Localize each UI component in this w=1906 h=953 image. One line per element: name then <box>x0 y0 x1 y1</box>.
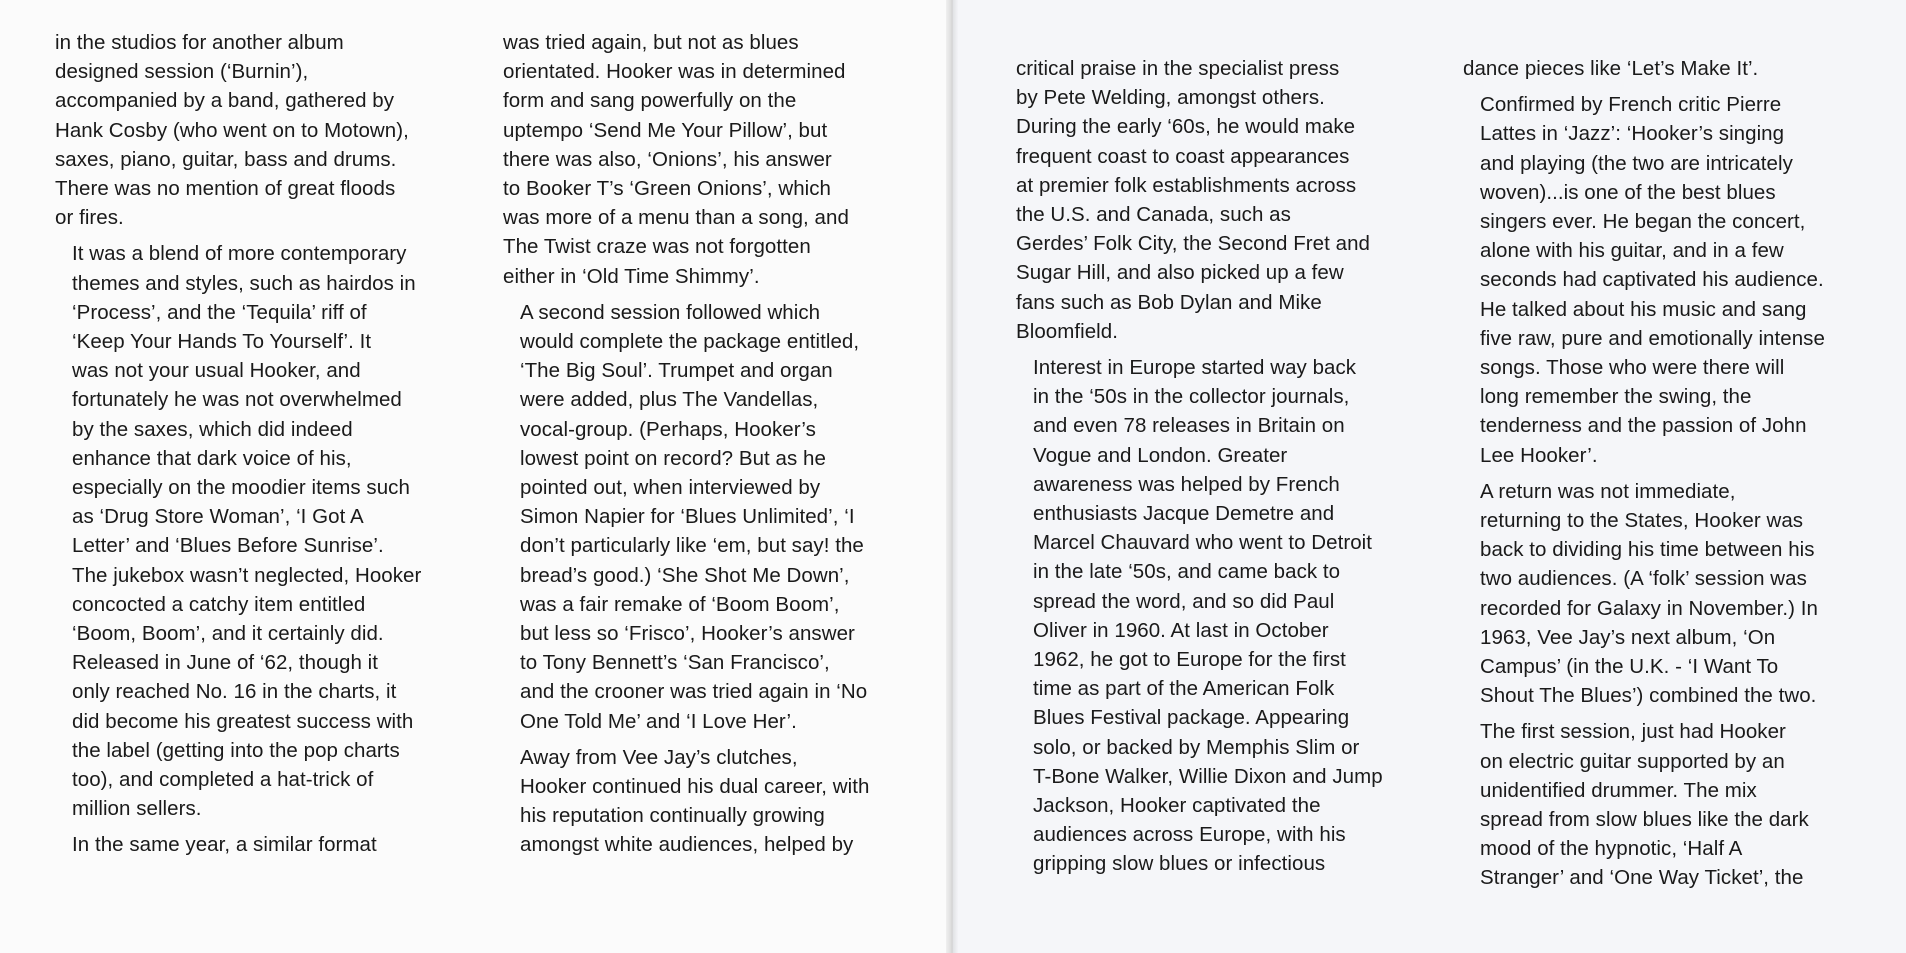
text-line: A second session followed which <box>520 300 821 324</box>
text-line: There was no mention of great floods <box>55 177 396 201</box>
text-line: In the same year, a similar format <box>72 833 377 857</box>
text-line: Hooker continued his dual career, with <box>520 775 870 799</box>
text-line: dance pieces like ‘Let’s Make It’. <box>1463 57 1759 80</box>
text-line: by Pete Welding, amongst others. <box>1016 86 1325 110</box>
text-line: saxes, piano, guitar, bass and drums. <box>55 147 397 171</box>
left-page-column-2 <box>503 28 903 867</box>
text-line: his reputation continually growing <box>520 804 825 828</box>
text-line: T-Bone Walker, Willie Dixon and Jump <box>1033 764 1383 788</box>
text-line: time as part of the American Folk <box>1033 677 1335 701</box>
text-line: but less so ‘Frisco’, Hooker’s answer <box>520 622 855 646</box>
paragraph <box>503 28 903 291</box>
paragraph <box>503 743 903 860</box>
text-line: Marcel Chauvard who went to Detroit <box>1033 531 1373 555</box>
text-line: singers ever. He began the concert, <box>1480 210 1806 234</box>
text-line: Lee Hooker’. <box>1480 443 1598 467</box>
text-line: was not your usual Hooker, and <box>72 359 361 383</box>
text-line: Sugar Hill, and also picked up a few <box>1016 261 1344 285</box>
text-line: million sellers. <box>72 797 202 821</box>
text-line: in the late ‘50s, and came back to <box>1033 560 1341 584</box>
text-line: solo, or backed by Memphis Slim or <box>1033 735 1360 759</box>
text-line: returning to the States, Hooker was <box>1480 509 1804 533</box>
text-line: five raw, pure and emotionally intense <box>1480 326 1825 350</box>
text-line: don’t particularly like ‘em, but say! the <box>520 534 864 558</box>
text-line: was tried again, but not as blues <box>503 31 799 54</box>
text-line: and playing (the two are intricately <box>1480 151 1793 175</box>
text-line: especially on the moodier items such <box>72 476 410 500</box>
text-line: The first session, just had Hooker <box>1480 720 1786 744</box>
text-line: The Twist craze was not forgotten <box>503 235 811 259</box>
text-line: It was a blend of more contemporary <box>72 242 407 266</box>
left-page-column-1 <box>55 28 445 867</box>
text-line: frequent coast to coast appearances <box>1016 144 1350 168</box>
text-line: Gerdes’ Folk City, the Second Fret and <box>1016 232 1370 256</box>
text-line: Letter’ and ‘Blues Before Sunrise’. <box>72 534 384 558</box>
text-line: and the crooner was tried again in ‘No <box>520 680 868 704</box>
text-line: the label (getting into the pop charts <box>72 738 400 762</box>
text-line: 1962, he got to Europe for the first <box>1033 648 1346 672</box>
book-gutter <box>946 0 958 953</box>
text-line: Shout The Blues’) combined the two. <box>1480 684 1817 708</box>
right-page-column-1 <box>1016 54 1416 886</box>
paragraph <box>55 28 445 232</box>
text-line: either in ‘Old Time Shimmy’. <box>503 264 760 288</box>
text-line: as ‘Drug Store Woman’, ‘I Got A <box>72 505 364 529</box>
text-line: too), and completed a hat-trick of <box>72 768 374 792</box>
text-line: was more of a menu than a song, and <box>503 206 849 230</box>
text-line: mood of the hypnotic, ‘Half A <box>1480 837 1743 861</box>
text-line: at premier folk establishments across <box>1016 173 1357 197</box>
text-line: the U.S. and Canada, such as <box>1016 203 1291 227</box>
text-line: by the saxes, which did indeed <box>72 417 353 441</box>
text-line: Blues Festival package. Appearing <box>1033 706 1350 730</box>
text-line: recorded for Galaxy in November.) In <box>1480 596 1818 620</box>
paragraph <box>1016 54 1416 346</box>
text-line: amongst white audiences, helped by <box>520 833 854 857</box>
text-line: Stranger’ and ‘One Way Ticket’, the <box>1480 866 1804 890</box>
text-line: tenderness and the passion of John <box>1480 414 1807 438</box>
text-line: Hank Cosby (who went on to Motown), <box>55 118 409 142</box>
text-line: Released in June of ‘62, though it <box>72 651 378 675</box>
text-line: ‘Boom, Boom’, and it certainly did. <box>72 622 384 646</box>
text-line: on electric guitar supported by an <box>1480 749 1785 773</box>
text-line: pointed out, when interviewed by <box>520 476 821 500</box>
paragraph <box>1463 717 1883 892</box>
text-line: audiences across Europe, with his <box>1033 823 1346 847</box>
text-line: spread the word, and so did Paul <box>1033 589 1335 613</box>
text-line: ‘The Big Soul’. Trumpet and organ <box>520 359 833 383</box>
text-line: Oliver in 1960. At last in October <box>1033 618 1329 642</box>
text-line: Jackson, Hooker captivated the <box>1033 794 1321 818</box>
text-line: He talked about his music and sang <box>1480 297 1807 321</box>
paragraph <box>1463 90 1883 470</box>
text-line: uptempo ‘Send Me Your Pillow’, but <box>503 118 828 142</box>
text-line: would complete the package entitled, <box>520 330 860 354</box>
text-line: there was also, ‘Onions’, his answer <box>503 147 832 171</box>
text-line: seconds had captivated his audience. <box>1480 268 1824 292</box>
text-line: woven)...is one of the best blues <box>1480 180 1776 204</box>
paragraph <box>1463 477 1883 711</box>
text-line: ‘Process’, and the ‘Tequila’ riff of <box>72 300 367 324</box>
text-line: form and sang powerfully on the <box>503 89 797 113</box>
text-line: The jukebox wasn’t neglected, Hooker <box>72 563 422 587</box>
text-line: vocal-group. (Perhaps, Hooker’s <box>520 417 816 441</box>
text-line: in the studios for another album <box>55 31 344 54</box>
text-line: Lattes in ‘Jazz’: ‘Hooker’s singing <box>1480 122 1785 146</box>
text-line: alone with his guitar, and in a few <box>1480 239 1784 263</box>
text-line: Interest in Europe started way back <box>1033 356 1357 380</box>
text-line: gripping slow blues or infectious <box>1033 852 1326 876</box>
text-line: fans such as Bob Dylan and Mike <box>1016 290 1322 314</box>
text-line: themes and styles, such as hairdos in <box>72 271 416 295</box>
text-line: did become his greatest success with <box>72 709 414 733</box>
paragraph <box>503 298 903 736</box>
text-line: spread from slow blues like the dark <box>1480 808 1809 832</box>
right-page-column-2 <box>1463 54 1883 900</box>
text-line: 1963, Vee Jay’s next album, ‘On <box>1480 625 1776 649</box>
text-line: lowest point on record? But as he <box>520 446 826 470</box>
text-line: critical praise in the specialist press <box>1016 57 1340 80</box>
text-line: in the ‘50s in the collector journals, <box>1033 385 1350 409</box>
paragraph <box>1016 353 1416 879</box>
text-line: Bloomfield. <box>1016 319 1118 343</box>
text-line: bread’s good.) ‘She Shot Me Down’, <box>520 563 850 587</box>
text-line: to Booker T’s ‘Green Onions’, which <box>503 177 832 201</box>
paragraph <box>1463 54 1883 83</box>
text-line: fortunately he was not overwhelmed <box>72 388 402 412</box>
text-line: orientated. Hooker was in determined <box>503 60 846 84</box>
text-line: Confirmed by French critic Pierre <box>1480 93 1782 117</box>
text-line: Vogue and London. Greater <box>1033 443 1288 467</box>
text-line: long remember the swing, the <box>1480 385 1752 409</box>
text-line: Simon Napier for ‘Blues Unlimited’, ‘I <box>520 505 855 529</box>
text-line: concocted a catchy item entitled <box>72 592 366 616</box>
text-line: accompanied by a band, gathered by <box>55 89 395 113</box>
text-line: were added, plus The Vandellas, <box>520 388 819 412</box>
text-line: or fires. <box>55 206 124 230</box>
text-line: enthusiasts Jacque Demetre and <box>1033 502 1335 526</box>
text-line: A return was not immediate, <box>1480 479 1736 503</box>
text-line: two audiences. (A ‘folk’ session was <box>1480 567 1807 591</box>
paragraph <box>55 830 445 859</box>
text-line: back to dividing his time between his <box>1480 538 1815 562</box>
text-line: enhance that dark voice of his, <box>72 446 352 470</box>
paragraph <box>55 239 445 823</box>
text-line: was a fair remake of ‘Boom Boom’, <box>520 592 840 616</box>
text-line: unidentified drummer. The mix <box>1480 778 1757 802</box>
text-line: ‘Keep Your Hands To Yourself’. It <box>72 330 372 354</box>
text-line: awareness was helped by French <box>1033 472 1340 496</box>
text-line: only reached No. 16 in the charts, it <box>72 680 397 704</box>
text-line: to Tony Bennett’s ‘San Francisco’, <box>520 651 830 675</box>
text-line: Campus’ (in the U.K. - ‘I Want To <box>1480 655 1779 679</box>
text-line: One Told Me’ and ‘I Love Her’. <box>520 709 797 733</box>
text-line: and even 78 releases in Britain on <box>1033 414 1345 438</box>
text-line: designed session (‘Burnin’), <box>55 60 309 84</box>
text-line: songs. Those who were there will <box>1480 356 1785 380</box>
text-line: During the early ‘60s, he would make <box>1016 115 1356 139</box>
text-line: Away from Vee Jay’s clutches, <box>520 745 798 769</box>
